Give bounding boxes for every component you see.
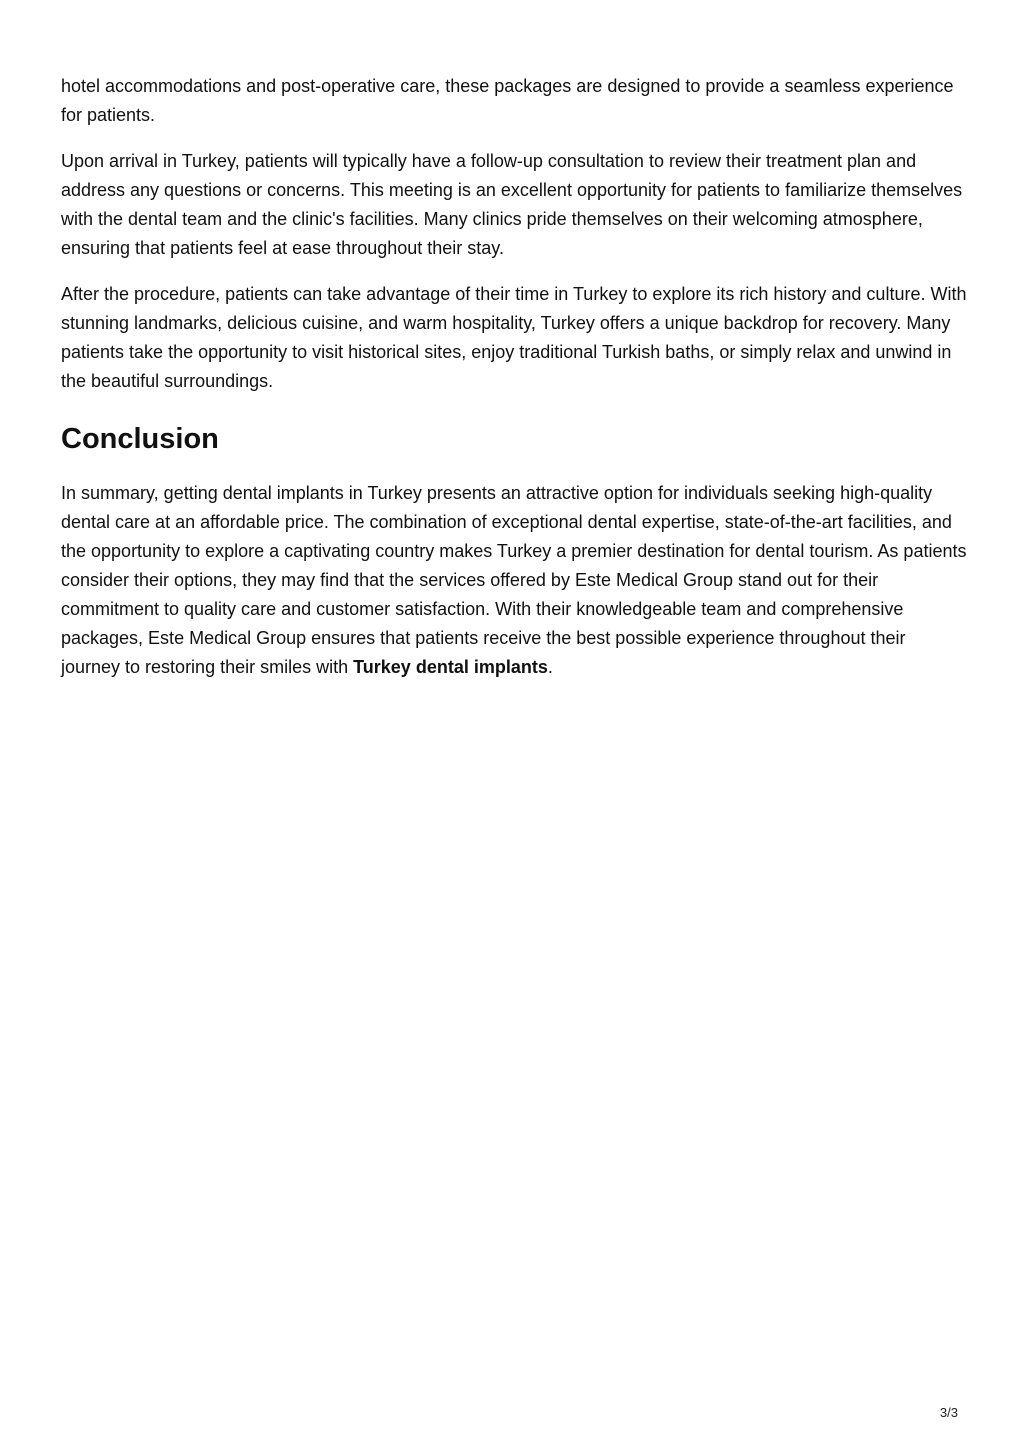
conclusion-text: In summary, getting dental implants in Turkey presents an attractive option for individuals seeking high-quality dental care at an affordable price. The combination of exceptional dental expertise, state-of-the-art facilities, and the opportunity to explore a captivating country makes Turkey a premier destination for dental tourism. As patients consider their options, they may find that the services offered by Este Medical Group stand out for their commitment to quality care and customer satisfaction. With their knowledgeable team and comprehensive packages, Este Medical Group ensures that patients receive the best possible experience throughout their journey to restoring their smiles with — [61, 483, 967, 677]
paragraph-after-procedure: After the procedure, patients can take advantage of their time in Turkey to explore its rich history and culture. With stunning landmarks, delicious cuisine, and warm hospitality, Turkey offers a unique backdrop for recovery. Many patients take the opportunity to visit historical sites, enjoy traditional Turkish baths, or simply relax and unwind in the beautiful surroundings. — [61, 284, 967, 391]
document-page — [61, 72, 967, 699]
conclusion-period: . — [547, 657, 553, 677]
paragraph-arrival: Upon arrival in Turkey, patients will typically have a follow-up consultation to review their treatment plan and address any questions or concerns. This meeting is an excellent opportunity for patients to familiarize themselves with the dental team and the clinic's facilities. Many clinics pride themselves on their welcoming atmosphere, ensuring that patients feel at ease throughout their stay. — [61, 151, 963, 258]
paragraph-packages: hotel accommodations and post-operative care, these packages are designed to provide a seamless experience for patients. — [61, 76, 954, 125]
conclusion-paragraph — [61, 479, 967, 682]
conclusion-heading: Conclusion — [61, 423, 219, 455]
page-number: 3/3 — [939, 1405, 958, 1420]
turkey-dental-implants-phrase: Turkey dental implants — [353, 657, 548, 677]
